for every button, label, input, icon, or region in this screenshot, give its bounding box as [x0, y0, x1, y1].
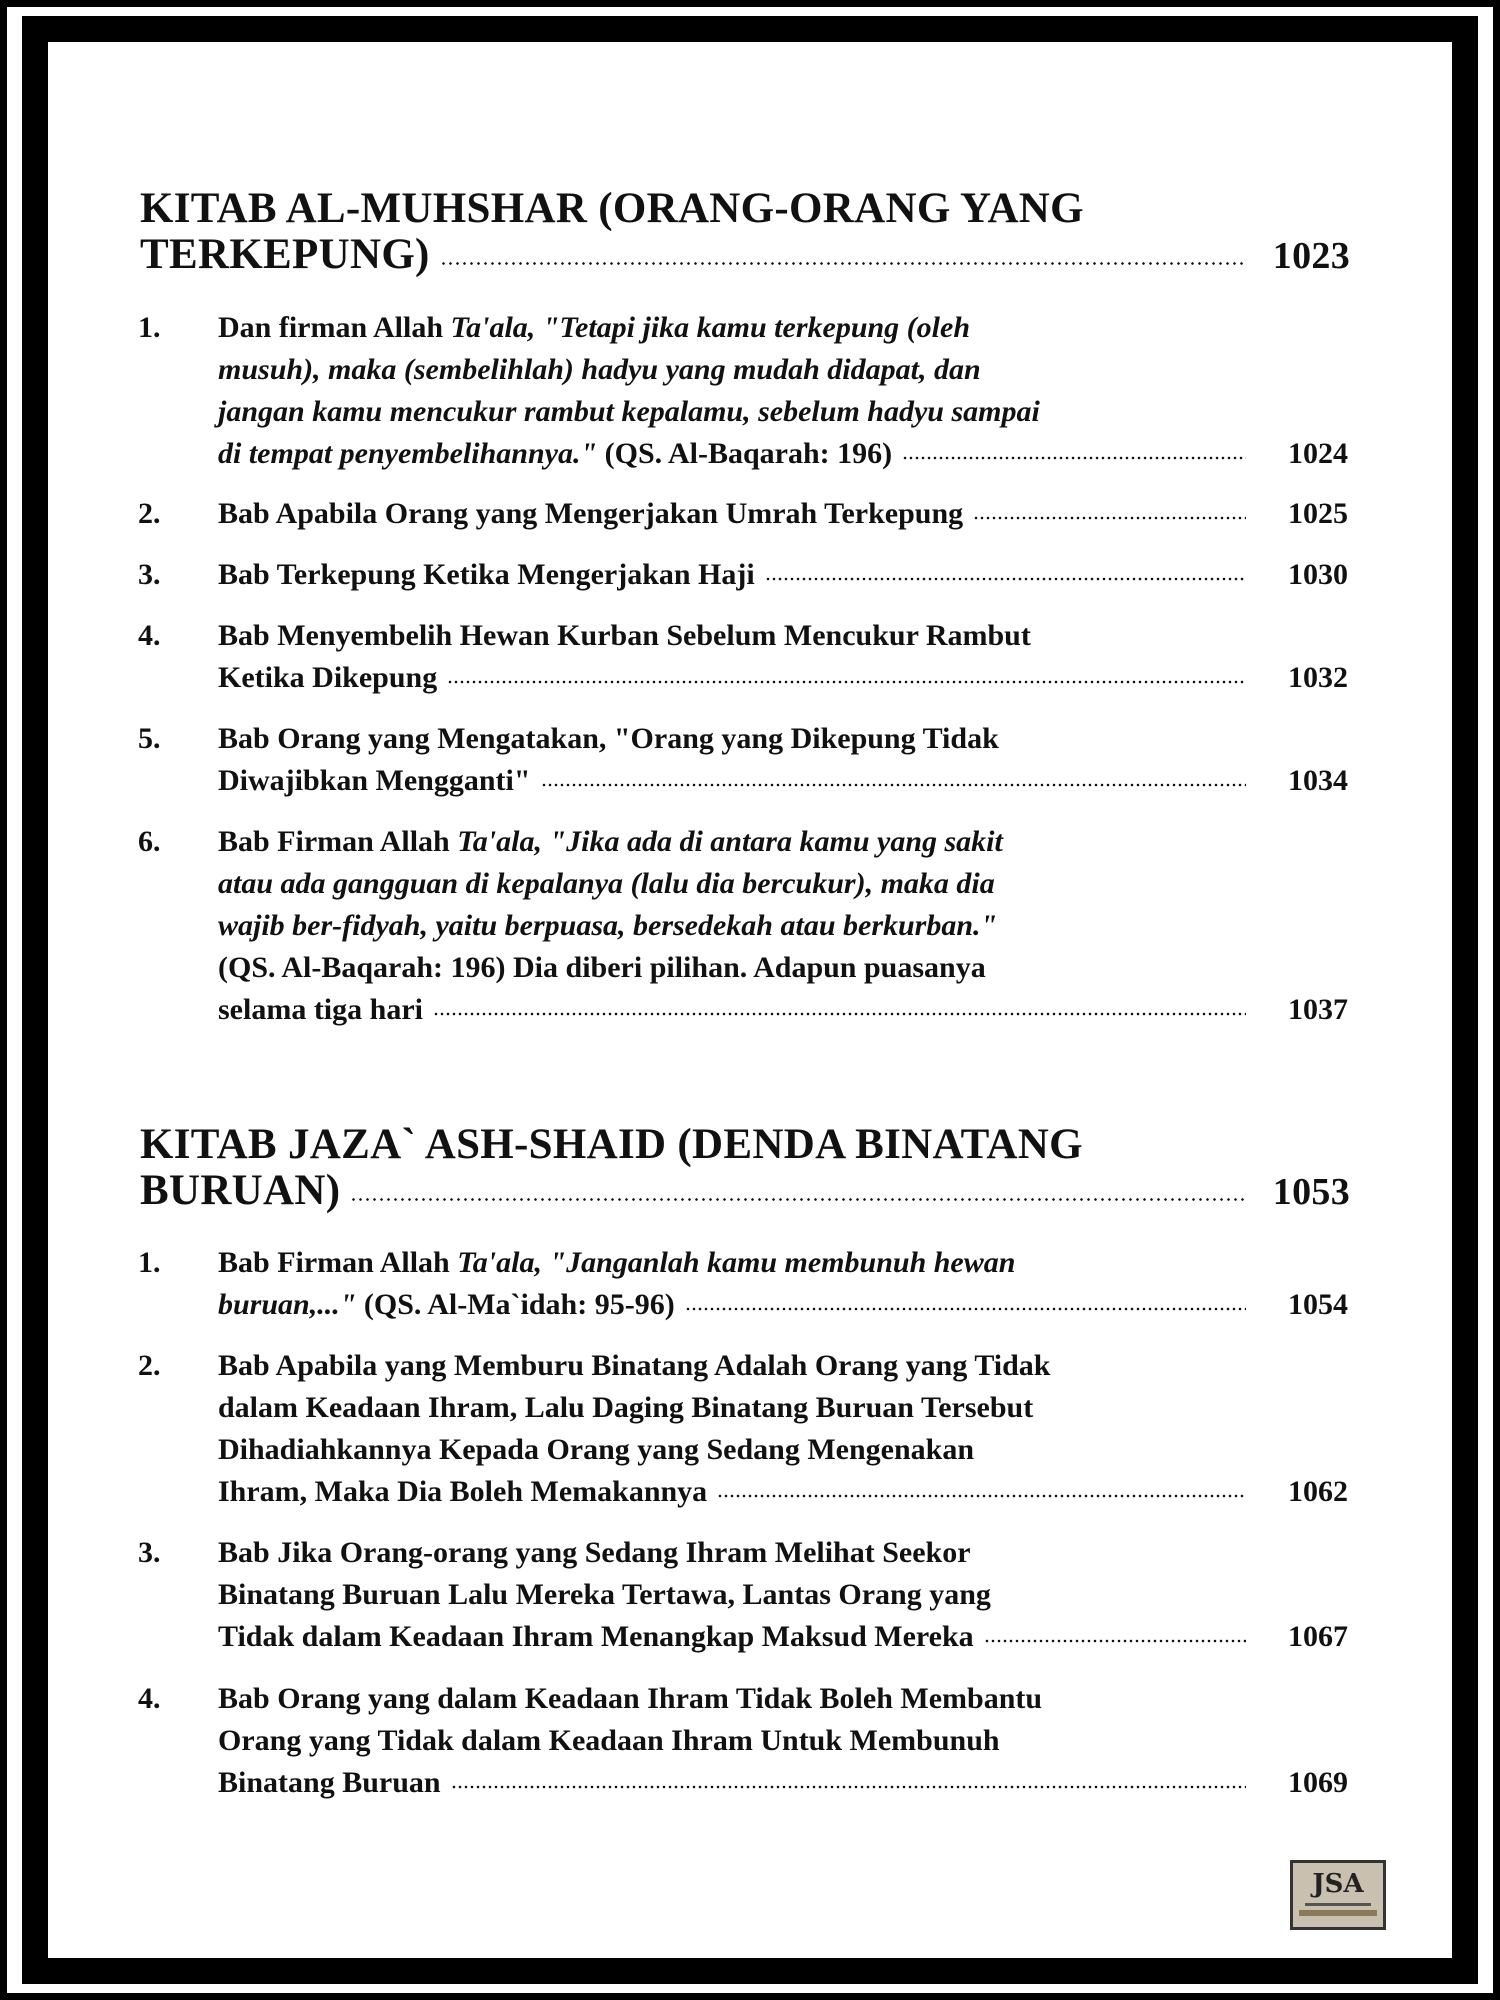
section-title	[140, 186, 1350, 279]
toc-entry	[138, 718, 1348, 802]
entry-text-italic: di tempat penyembelihannya."	[218, 437, 598, 470]
page-number: 1032	[1288, 661, 1348, 694]
page-number: 1034	[1288, 764, 1348, 797]
entry-text: Tidak dalam Keadaan Ihram Menangkap Maksud Mereka	[218, 1620, 974, 1653]
dot-leader	[984, 1626, 1246, 1646]
dot-leader	[350, 1178, 1246, 1204]
entry-text: Bab Orang yang Mengatakan, "Orang yang Dikepung Tidak	[218, 722, 999, 755]
entry-number: 3.	[138, 1536, 161, 1569]
toc-entry	[138, 821, 1348, 1031]
toc-entry	[138, 615, 1348, 699]
entry-text: Bab Apabila yang Memburu Binatang Adalah Orang yang Tidak	[218, 1349, 1051, 1382]
entry-text: Diwajibkan Mengganti"	[218, 764, 531, 797]
entry-text-italic: wajib ber-fidyah, yaitu berpuasa, bersedekah atau berkurban."	[218, 909, 998, 942]
entry-text: Orang yang Tidak dalam Keadaan Ihram Untuk Membunuh	[218, 1724, 1000, 1757]
section-title-line: BURUAN)	[140, 1167, 341, 1214]
toc-entry	[138, 307, 1348, 475]
page-number: 1037	[1288, 993, 1348, 1026]
entry-number: 3.	[138, 558, 161, 591]
entry-text: Ihram, Maka Dia Boleh Memakannya	[218, 1475, 708, 1508]
logo-rule	[1299, 1910, 1377, 1916]
entry-text-italic: musuh), maka (sembelihlah) hadyu yang mudah didapat, dan	[218, 353, 981, 386]
entry-number: 5.	[138, 722, 161, 755]
page-number: 1067	[1288, 1620, 1348, 1653]
section-title-line: TERKEPUNG)	[140, 231, 430, 278]
entry-text: Dihadiahkannya Kepada Orang yang Sedang Mengenakan	[218, 1433, 975, 1466]
entry-text: Bab Orang yang dalam Keadaan Ihram Tidak Boleh Membantu	[218, 1682, 1043, 1715]
entry-text: Bab Firman Allah	[218, 825, 458, 858]
toc-entry	[138, 1345, 1348, 1513]
page-number: 1023	[1272, 235, 1350, 277]
dot-leader	[902, 443, 1246, 463]
toc-entry	[138, 493, 1348, 535]
section-title	[140, 1122, 1350, 1215]
entry-text: Binatang Buruan Lalu Mereka Tertawa, Lantas Orang yang	[218, 1578, 991, 1611]
entry-text: Bab Jika Orang-orang yang Sedang Ihram Melihat Seekor	[218, 1536, 971, 1569]
entry-number: 1.	[138, 311, 161, 344]
dot-leader	[717, 1481, 1246, 1501]
logo-rule	[1305, 1903, 1371, 1906]
entry-number: 2.	[138, 1349, 161, 1382]
page-number: 1053	[1272, 1171, 1350, 1213]
dot-leader	[451, 1772, 1246, 1792]
dot-leader	[765, 564, 1246, 584]
entry-number: 4.	[138, 619, 161, 652]
entry-text-italic: Ta'ala, "Tetapi jika kamu terkepung (oleh	[450, 311, 971, 344]
dot-leader	[973, 503, 1246, 523]
entry-text: selama tiga hari	[218, 993, 423, 1026]
toc-entry	[138, 1678, 1348, 1804]
entry-number: 2.	[138, 497, 161, 530]
entry-number: 6.	[138, 825, 161, 858]
dot-leader	[685, 1294, 1246, 1314]
logo-text: JSA	[1312, 1869, 1364, 1899]
entry-text: Dan firman Allah	[218, 311, 451, 344]
entry-text: (QS. Al-Baqarah: 196) Dia diberi pilihan. Adapun puasanya	[218, 951, 986, 984]
toc-entry	[138, 1242, 1348, 1326]
page-number: 1069	[1288, 1766, 1348, 1799]
entry-text-italic: Ta'ala, "Jika ada di antara kamu yang sakit	[457, 825, 1003, 858]
entry-text: Bab Firman Allah	[218, 1246, 458, 1279]
dot-leader	[541, 770, 1246, 790]
entry-text-italic: jangan kamu mencukur rambut kepalamu, sebelum hadyu sampai	[218, 395, 1040, 428]
section-title-line: KITAB AL-MUHSHAR (ORANG-ORANG YANG	[140, 185, 1084, 232]
entry-text-italic: atau ada gangguan di kepalanya (lalu dia bercukur), maka dia	[218, 867, 995, 900]
toc-entry	[138, 1532, 1348, 1658]
entry-text: dalam Keadaan Ihram, Lalu Daging Binatang Buruan Tersebut	[218, 1391, 1034, 1424]
page-number: 1030	[1288, 558, 1348, 591]
entry-text: Bab Menyembelih Hewan Kurban Sebelum Mencukur Rambut	[218, 619, 1031, 652]
page-number: 1025	[1288, 497, 1348, 530]
dot-leader	[440, 242, 1247, 268]
page-number: 1054	[1288, 1288, 1348, 1321]
entry-number: 1.	[138, 1246, 161, 1279]
toc-entry	[138, 554, 1348, 596]
entry-number: 4.	[138, 1682, 161, 1715]
entry-text-italic: buruan,..."	[218, 1288, 357, 1321]
section-title-line: KITAB JAZA` ASH-SHAID (DENDA BINATANG	[140, 1121, 1083, 1168]
page-number: 1062	[1288, 1475, 1348, 1508]
page-number: 1024	[1288, 437, 1348, 470]
dot-leader	[433, 999, 1246, 1019]
dot-leader	[447, 667, 1246, 687]
entry-text: Bab Apabila Orang yang Mengerjakan Umrah Terkepung	[218, 497, 964, 530]
entry-text: Binatang Buruan	[218, 1766, 441, 1799]
entry-text-italic: Ta'ala, "Janganlah kamu membunuh hewan	[457, 1246, 1016, 1279]
publisher-logo	[1290, 1860, 1386, 1930]
entry-text: Bab Terkepung Ketika Mengerjakan Haji	[218, 558, 755, 591]
entry-text: (QS. Al-Baqarah: 196)	[597, 437, 893, 470]
entry-text: Ketika Dikepung	[218, 661, 438, 694]
entry-text: (QS. Al-Ma`idah: 95-96)	[356, 1288, 675, 1321]
